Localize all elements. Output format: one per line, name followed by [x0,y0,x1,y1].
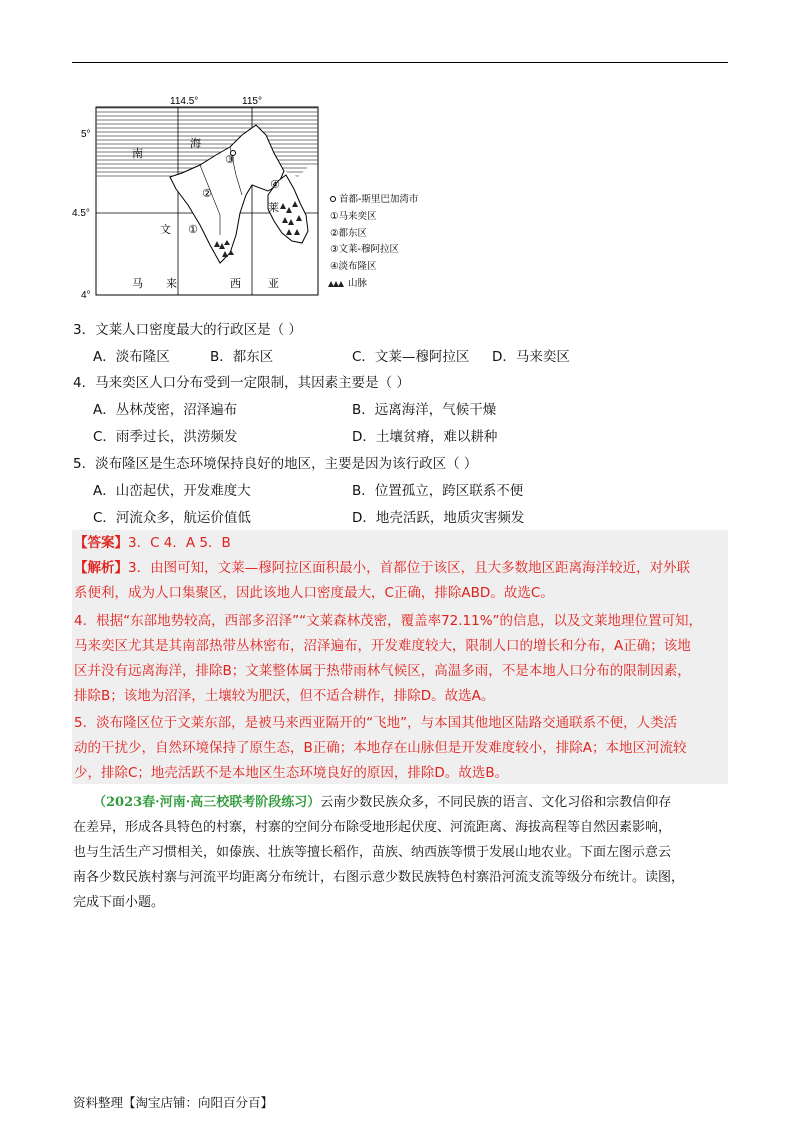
q3-option-a: A．淡布隆区 [93,349,170,365]
question-5-stem: 5．淡布隆区是生态环境保持良好的地区，主要是因为该行政区（ ） [73,456,478,472]
map-word: 西 [230,277,241,290]
intro-line-4: 南各少数民族村寨与河流平均距离分布统计，右图示意少数民族特色村寨沿河流支流等级分布统计。读图， [73,870,685,885]
lon-label-2: 115° [242,96,262,107]
analysis-line-6: 排除B；该地为沼泽，土壤较为肥沃，但不适合耕作，排除D。故选A。 [74,688,495,704]
q3-option-b: B．都东区 [210,349,274,365]
q3-option-d: D．马来奕区 [492,349,570,365]
legend-capital-symbol [331,197,336,202]
district-number: ② [202,187,212,200]
analysis-line-5: 区并没有远离海洋，排除B；文莱整体属于热带雨林气候区，高温多雨，不是本地人口分布的限制因素， [74,663,691,679]
analysis-line-8: 动的干扰少，自然环境保持了原生态，B正确；本地存在山脉但是开发难度较小，排除A；本地区河流较 [74,740,687,756]
legend-item: ②都东区 [330,228,368,239]
analysis-line-1 [74,558,690,578]
lat-label-1: 5° [81,129,91,140]
intro-first-line [93,793,671,813]
question-source: （2023春·河南·高三校联考阶段练习） [93,795,321,810]
analysis-line-9: 少，排除C；地壳活跃不是本地区生态环境良好的原因，排除D。故选B。 [74,765,509,781]
intro-text: 云南少数民族众多，不同民族的语言、文化习俗和宗教信仰存 [320,795,672,810]
question-4-stem: 4．马来奕区人口分布受到一定限制，其因素主要是（ ） [73,375,410,391]
lon-label-1: 114.5° [170,96,199,107]
analysis-line-4: 马来奕区尤其是其南部热带丛林密布，沼泽遍布，开发难度较大，限制人口的增长和分布，A正确；该地 [74,638,691,654]
intro-line-5: 完成下面小题。 [73,895,165,910]
analysis-line-2: 系便利，成为人口集聚区，因此该地人口密度最大，C正确，排除ABD。故选C。 [74,585,554,601]
legend-item: 山脉 [348,278,368,289]
footer-text: 资料整理【淘宝店铺：向阳百分百】 [73,1095,274,1110]
intro-line-3: 也与生活生产习惯相关，如傣族、壮族等擅长稻作，苗族、纳西族等惯于发展山地农业。下面左图示意云 [73,845,672,860]
q4-option-a: A．丛林茂密，沼泽遍布 [93,402,238,418]
legend-item: 首都-斯里巴加湾市 [339,194,419,205]
q5-option-d: D．地壳活跃，地质灾害频发 [352,510,525,526]
analysis-text: 3．由图可知，文莱—穆阿拉区面积最小，首都位于该区，且大多数地区距离海洋较近，对外联 [128,560,691,576]
map-word: 莱 [268,201,279,214]
lat-label-3: 4° [81,290,91,301]
district-number: ③ [225,153,235,166]
q5-option-b: B．位置孤立，跨区联系不便 [352,483,524,499]
analysis-line-3: 4．根据“东部地势较高，西部多沼泽”“文莱森林茂密，覆盖率72.11%”的信息，以及文莱地理位置可知， [74,613,703,629]
analysis-line-7: 5．淡布隆区位于文莱东部，是被马来西亚隔开的“飞地”，与本国其他地区陆路交通联系不便，人类活 [74,715,678,731]
legend-item: ③文莱-穆阿拉区 [330,244,399,255]
district-number: ① [188,223,198,236]
q4-option-b: B．远离海洋，气候干燥 [352,402,497,418]
district-number: ④ [270,178,280,191]
q4-option-c: C．雨季过长，洪涝频发 [93,429,238,445]
map-word: 马 [132,277,143,290]
map-word: 海 [190,137,201,150]
answer-line [74,533,231,553]
legend-mountain-symbol [328,281,344,287]
answer-text: 3．C 4．A 5．B [128,535,231,551]
lat-label-2: 4.5° [72,208,90,219]
map-word: 亚 [268,277,279,290]
map-word: 南 [132,147,143,160]
map-word: 文 [160,223,171,236]
answer-label: 【答案】 [74,535,128,551]
legend-item: ①马来奕区 [330,211,377,222]
legend-item: ④淡布隆区 [330,261,377,272]
q3-option-c: C．文莱—穆阿拉区 [352,349,470,365]
intro-line-2: 在差异，形成各具特色的村寨，村寨的空间分布除受地形起伏度、河流距离、海拔高程等自然因素影响， [73,820,672,835]
analysis-label: 【解析】 [74,560,128,576]
q5-option-c: C．河流众多，航运价值低 [93,510,251,526]
map-word: 来 [166,277,177,290]
brunei-map [70,95,450,310]
q4-option-d: D．土壤贫瘠，难以耕种 [352,429,498,445]
q5-option-a: A．山峦起伏，开发难度大 [93,483,251,499]
question-3-stem: 3．文莱人口密度最大的行政区是（ ） [73,322,302,338]
header-rule [72,62,728,63]
